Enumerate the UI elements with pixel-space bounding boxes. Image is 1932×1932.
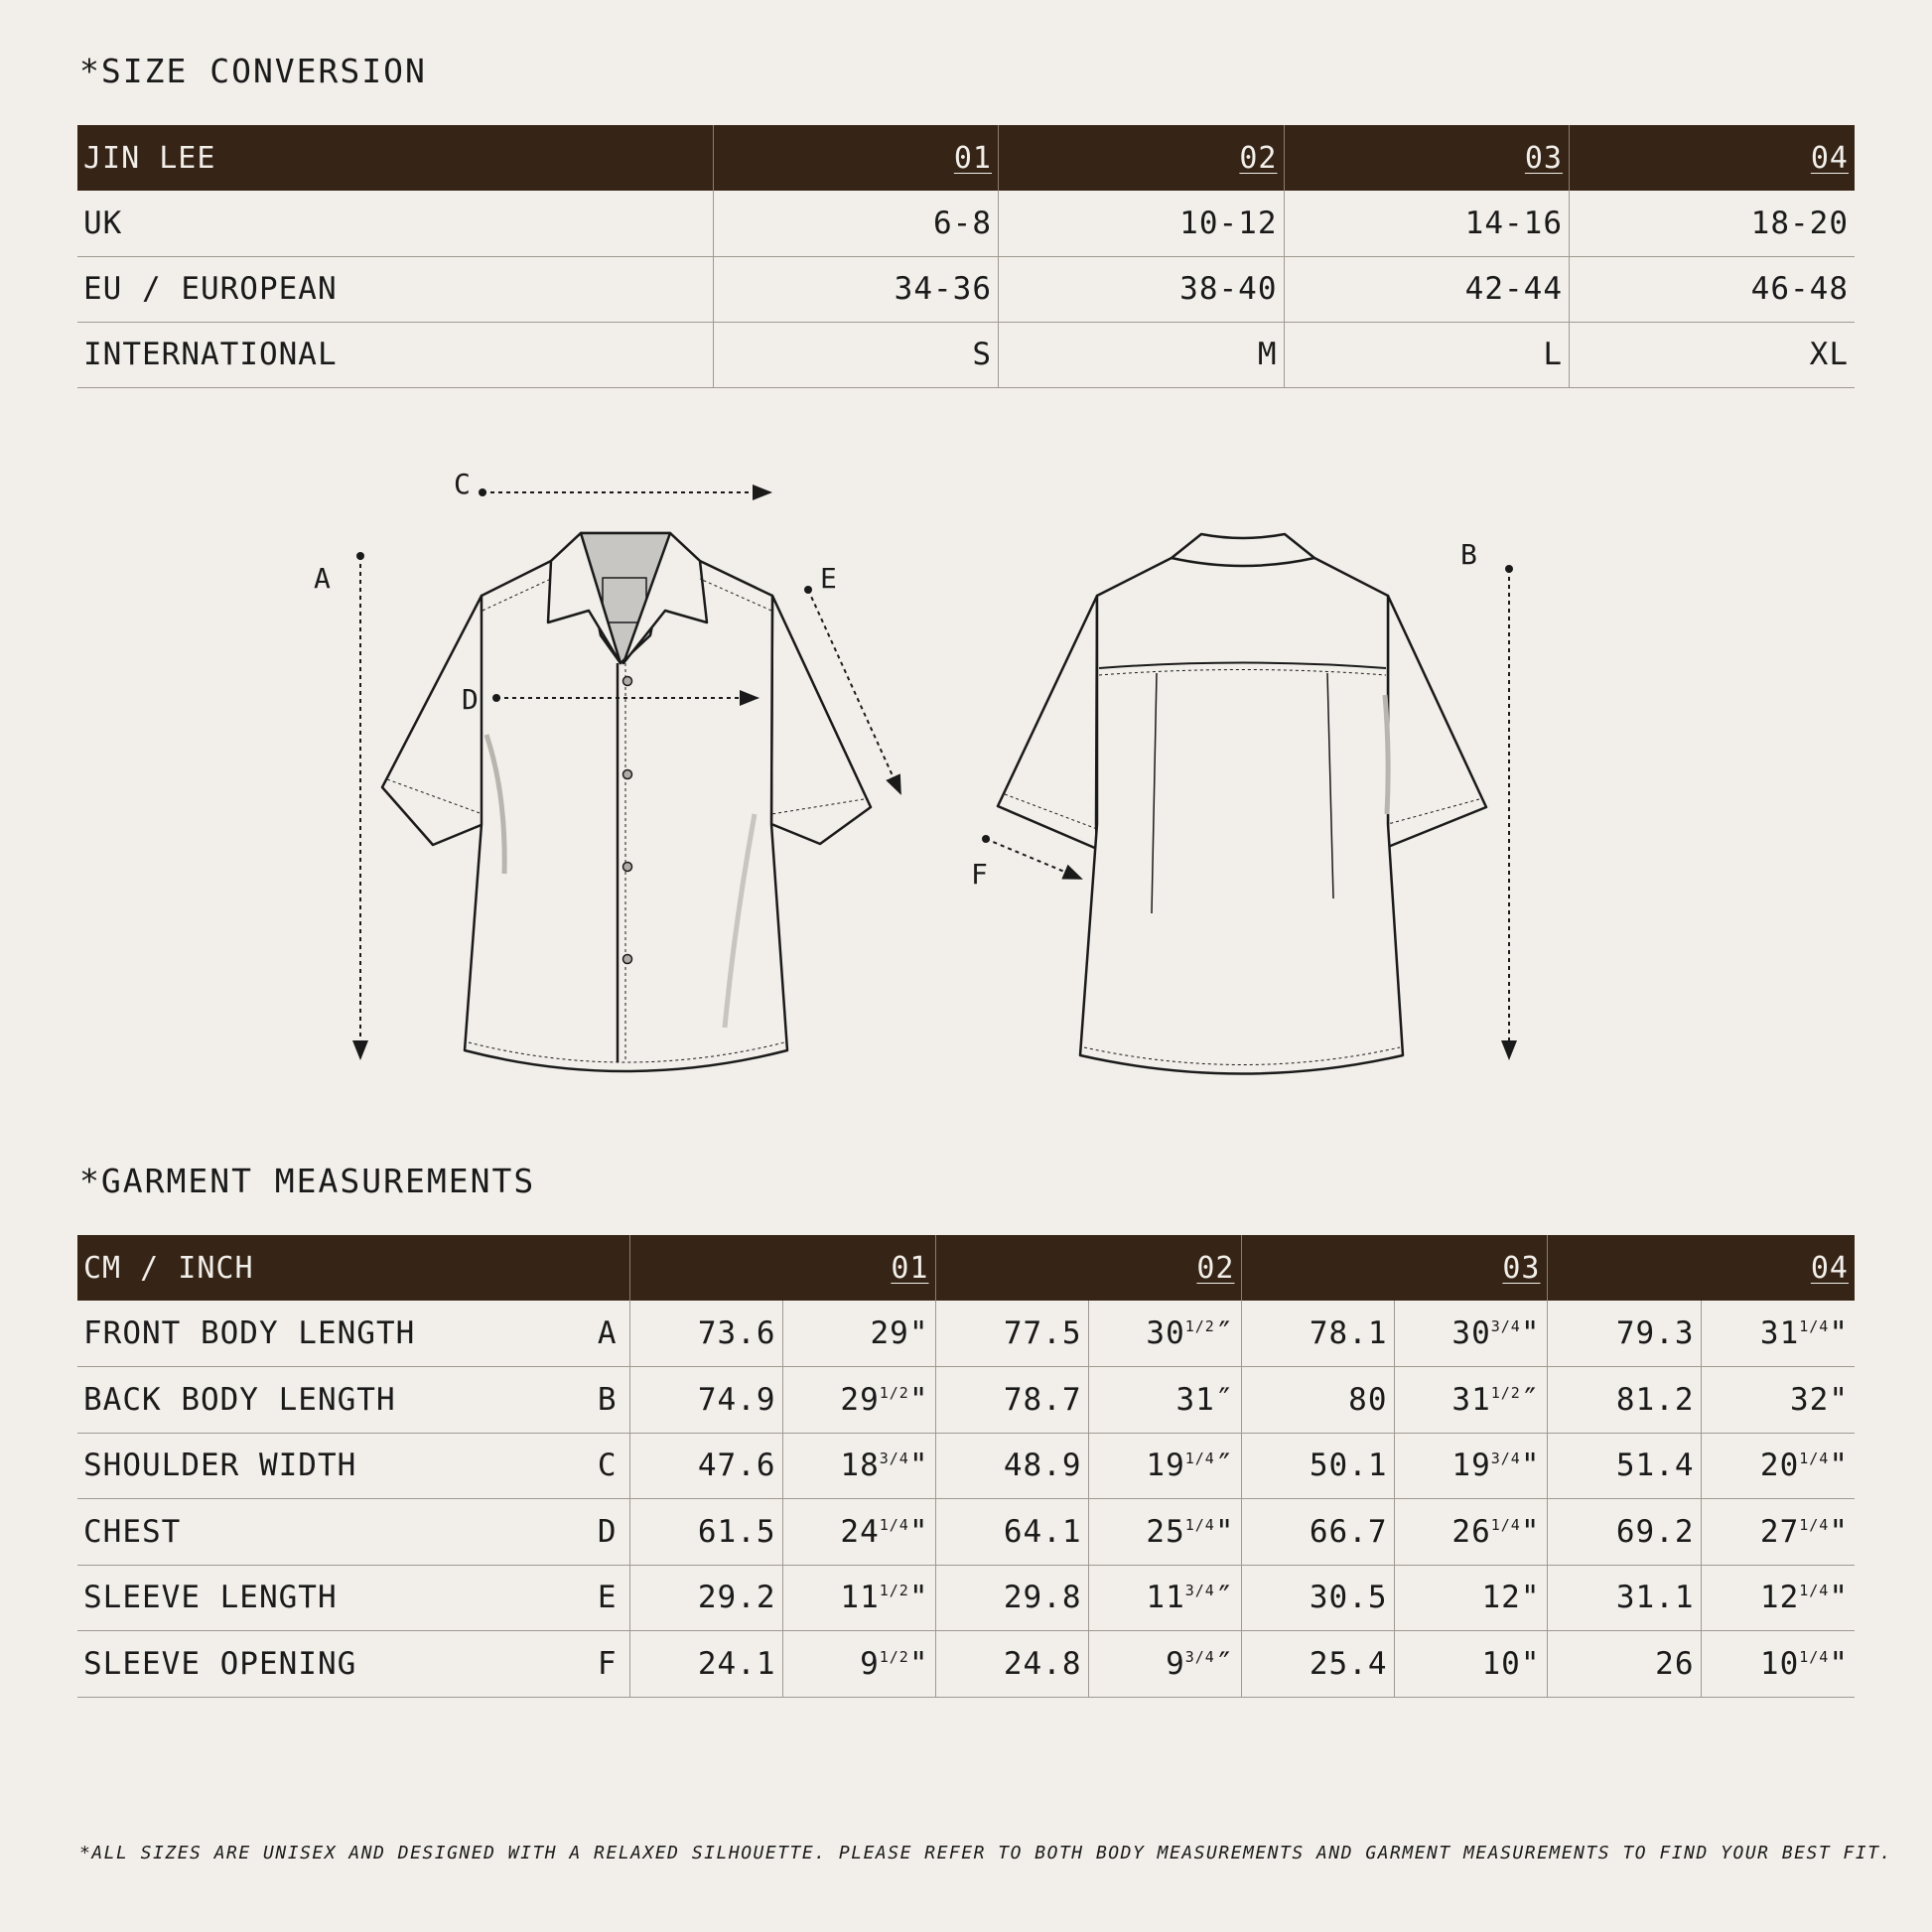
size-conversion-title: *SIZE CONVERSION bbox=[79, 52, 427, 90]
cm-value-cell: 74.9 bbox=[629, 1367, 782, 1434]
measurement-letter: B bbox=[552, 1367, 629, 1434]
inch-value-cell bbox=[782, 1631, 935, 1698]
table-row bbox=[77, 256, 1855, 322]
inch-value-cell bbox=[782, 1433, 935, 1499]
label-d: D bbox=[462, 683, 479, 716]
measurement-letter: F bbox=[552, 1631, 629, 1698]
size-header-02: 02 bbox=[999, 125, 1285, 191]
inch-fraction: 1/4 bbox=[879, 1515, 909, 1534]
label-f: F bbox=[971, 858, 988, 891]
inch-whole: 29 bbox=[840, 1381, 880, 1418]
measure-header-03: 03 bbox=[1241, 1235, 1547, 1301]
inch-whole: 18 bbox=[840, 1448, 880, 1484]
inch-whole: 11 bbox=[1146, 1580, 1185, 1616]
inch-value-cell bbox=[1394, 1565, 1547, 1631]
inch-unit: " bbox=[1214, 1513, 1235, 1550]
brand-header: JIN LEE bbox=[83, 140, 216, 176]
size-value-cell: 46-48 bbox=[1570, 256, 1856, 322]
inch-value-cell bbox=[1394, 1301, 1547, 1367]
size-header-03: 03 bbox=[1284, 125, 1570, 191]
size-value-cell: 34-36 bbox=[713, 256, 999, 322]
unit-header: CM / INCH bbox=[83, 1250, 254, 1286]
inch-fraction: 1/2 bbox=[1184, 1317, 1215, 1335]
inch-unit: " bbox=[908, 1513, 929, 1550]
measurement-letter: C bbox=[552, 1433, 629, 1499]
inch-whole: 31 bbox=[1175, 1381, 1215, 1418]
measure-line-f bbox=[986, 839, 1081, 879]
inch-whole: 29 bbox=[870, 1315, 909, 1351]
inch-value-cell bbox=[1394, 1367, 1547, 1434]
inch-fraction: 1/2 bbox=[1490, 1383, 1521, 1402]
inch-fraction: 1/4 bbox=[1799, 1582, 1830, 1600]
inch-whole: 19 bbox=[1146, 1448, 1185, 1484]
inch-unit: " bbox=[1829, 1315, 1849, 1351]
measurement-label: FRONT BODY LENGTH bbox=[77, 1301, 552, 1367]
cm-value-cell: 73.6 bbox=[629, 1301, 782, 1367]
cm-value-cell: 24.8 bbox=[935, 1631, 1088, 1698]
measurement-label: CHEST bbox=[77, 1499, 552, 1566]
measurement-letter: E bbox=[552, 1565, 629, 1631]
label-a: A bbox=[314, 562, 331, 595]
row-label: UK bbox=[77, 191, 713, 256]
inch-whole: 25 bbox=[1146, 1513, 1185, 1550]
inch-value-cell bbox=[782, 1499, 935, 1566]
inch-fraction: 1/4 bbox=[1799, 1449, 1830, 1468]
inch-whole: 26 bbox=[1451, 1513, 1491, 1550]
inch-whole: 19 bbox=[1451, 1448, 1491, 1484]
inch-unit: " bbox=[1520, 1645, 1541, 1682]
inch-value-cell bbox=[1394, 1499, 1547, 1566]
inch-unit: " bbox=[1829, 1580, 1849, 1616]
inch-value-cell bbox=[1394, 1631, 1547, 1698]
inch-fraction: 3/4 bbox=[879, 1449, 909, 1468]
inch-fraction: 1/4 bbox=[1799, 1317, 1830, 1335]
inch-fraction: 1/2 bbox=[879, 1647, 909, 1666]
garment-measurements-table bbox=[77, 1235, 1855, 1698]
label-b: B bbox=[1460, 538, 1477, 571]
inch-fraction: 1/4 bbox=[1184, 1449, 1215, 1468]
inch-unit: " bbox=[908, 1645, 929, 1682]
size-value-cell: M bbox=[999, 322, 1285, 387]
measure-header-04: 04 bbox=[1547, 1235, 1855, 1301]
measurement-label: SHOULDER WIDTH bbox=[77, 1433, 552, 1499]
cm-value-cell: 80 bbox=[1241, 1367, 1394, 1434]
cm-value-cell: 48.9 bbox=[935, 1433, 1088, 1499]
cm-value-cell: 24.1 bbox=[629, 1631, 782, 1698]
inch-fraction: 3/4 bbox=[1184, 1647, 1215, 1666]
inch-value-cell bbox=[1701, 1565, 1855, 1631]
row-label: INTERNATIONAL bbox=[77, 322, 713, 387]
measure-header-01: 01 bbox=[629, 1235, 935, 1301]
inch-value-cell bbox=[1701, 1631, 1855, 1698]
cm-value-cell: 66.7 bbox=[1241, 1499, 1394, 1566]
inch-value-cell bbox=[1088, 1565, 1241, 1631]
inch-unit: ″ bbox=[1214, 1580, 1235, 1616]
size-value-cell: XL bbox=[1570, 322, 1856, 387]
measurement-letter: A bbox=[552, 1301, 629, 1367]
cm-value-cell: 77.5 bbox=[935, 1301, 1088, 1367]
measure-header-02: 02 bbox=[935, 1235, 1241, 1301]
inch-whole: 31 bbox=[1759, 1315, 1800, 1351]
shirt-measurement-diagram bbox=[0, 437, 1932, 1112]
inch-whole: 24 bbox=[840, 1513, 880, 1550]
inch-unit: ″ bbox=[1214, 1381, 1235, 1418]
measurement-label: SLEEVE OPENING bbox=[77, 1631, 552, 1698]
inch-fraction: 3/4 bbox=[1490, 1317, 1521, 1335]
table-row bbox=[77, 1499, 1855, 1566]
inch-whole: 30 bbox=[1146, 1315, 1185, 1351]
inch-value-cell bbox=[1088, 1499, 1241, 1566]
footnote: *ALL SIZES ARE UNISEX AND DESIGNED WITH A RELAXED SILHOUETTE. PLEASE REFER TO BOTH BODY MEASUREMENTS AND GARMENT MEASUREMENTS TO FIND YOUR BEST FIT. bbox=[79, 1843, 1892, 1863]
inch-unit: " bbox=[908, 1580, 929, 1616]
inch-unit: " bbox=[1520, 1315, 1541, 1351]
table-row bbox=[77, 191, 1855, 256]
table-row bbox=[77, 1433, 1855, 1499]
cm-value-cell: 25.4 bbox=[1241, 1631, 1394, 1698]
inch-unit: ″ bbox=[1214, 1448, 1235, 1484]
table-row bbox=[77, 1301, 1855, 1367]
inch-value-cell bbox=[782, 1367, 935, 1434]
measurement-letter: D bbox=[552, 1499, 629, 1566]
size-header-04: 04 bbox=[1570, 125, 1856, 191]
size-value-cell: 38-40 bbox=[999, 256, 1285, 322]
inch-whole: 10 bbox=[1481, 1645, 1521, 1682]
measurement-label: SLEEVE LENGTH bbox=[77, 1565, 552, 1631]
shirt-front-view bbox=[382, 533, 871, 1071]
inch-whole: 27 bbox=[1759, 1513, 1800, 1550]
table-row bbox=[77, 1367, 1855, 1434]
inch-value-cell bbox=[1701, 1301, 1855, 1367]
cm-value-cell: 61.5 bbox=[629, 1499, 782, 1566]
inch-unit: ″ bbox=[1214, 1645, 1235, 1682]
cm-value-cell: 81.2 bbox=[1547, 1367, 1701, 1434]
label-c: C bbox=[454, 468, 471, 500]
inch-unit: " bbox=[1520, 1580, 1541, 1616]
cm-value-cell: 79.3 bbox=[1547, 1301, 1701, 1367]
inch-value-cell bbox=[1394, 1433, 1547, 1499]
inch-fraction: 1/4 bbox=[1799, 1647, 1830, 1666]
inch-unit: " bbox=[908, 1315, 929, 1351]
table-row bbox=[77, 322, 1855, 387]
inch-whole: 9 bbox=[1166, 1645, 1185, 1682]
cm-value-cell: 64.1 bbox=[935, 1499, 1088, 1566]
cm-value-cell: 47.6 bbox=[629, 1433, 782, 1499]
inch-fraction: 1/4 bbox=[1184, 1515, 1215, 1534]
cm-value-cell: 29.8 bbox=[935, 1565, 1088, 1631]
cm-value-cell: 30.5 bbox=[1241, 1565, 1394, 1631]
table-row bbox=[77, 1565, 1855, 1631]
measurement-label: BACK BODY LENGTH bbox=[77, 1367, 552, 1434]
inch-value-cell bbox=[1701, 1433, 1855, 1499]
cm-value-cell: 31.1 bbox=[1547, 1565, 1701, 1631]
size-value-cell: S bbox=[713, 322, 999, 387]
measurements-header bbox=[77, 1235, 1855, 1301]
inch-whole: 30 bbox=[1451, 1315, 1491, 1351]
inch-value-cell bbox=[782, 1565, 935, 1631]
inch-unit: " bbox=[1520, 1513, 1541, 1550]
cm-value-cell: 51.4 bbox=[1547, 1433, 1701, 1499]
cm-value-cell: 78.1 bbox=[1241, 1301, 1394, 1367]
inch-whole: 20 bbox=[1759, 1448, 1800, 1484]
cm-value-cell: 78.7 bbox=[935, 1367, 1088, 1434]
inch-fraction: 3/4 bbox=[1184, 1582, 1215, 1600]
inch-value-cell bbox=[1088, 1433, 1241, 1499]
garment-measurements-title: *GARMENT MEASUREMENTS bbox=[79, 1162, 536, 1200]
inch-unit: " bbox=[908, 1448, 929, 1484]
table-row bbox=[77, 1631, 1855, 1698]
size-conversion-header bbox=[77, 125, 1855, 191]
inch-fraction: 1/4 bbox=[1490, 1515, 1521, 1534]
cm-value-cell: 29.2 bbox=[629, 1565, 782, 1631]
inch-fraction: 1/2 bbox=[879, 1582, 909, 1600]
inch-unit: " bbox=[1829, 1513, 1849, 1550]
row-label: EU / EUROPEAN bbox=[77, 256, 713, 322]
inch-unit: ″ bbox=[1520, 1381, 1541, 1418]
size-value-cell: 14-16 bbox=[1284, 191, 1570, 256]
inch-fraction: 1/4 bbox=[1799, 1515, 1830, 1534]
inch-whole: 12 bbox=[1481, 1580, 1521, 1616]
size-value-cell: L bbox=[1284, 322, 1570, 387]
inch-unit: " bbox=[1829, 1448, 1849, 1484]
inch-value-cell bbox=[782, 1301, 935, 1367]
cm-value-cell: 69.2 bbox=[1547, 1499, 1701, 1566]
size-header-01: 01 bbox=[713, 125, 999, 191]
shirt-back-view bbox=[998, 534, 1486, 1074]
inch-unit: " bbox=[908, 1381, 929, 1418]
inch-fraction: 1/2 bbox=[879, 1383, 909, 1402]
inch-value-cell bbox=[1701, 1367, 1855, 1434]
inch-whole: 11 bbox=[840, 1580, 880, 1616]
inch-value-cell bbox=[1088, 1301, 1241, 1367]
label-e: E bbox=[820, 562, 837, 595]
inch-whole: 9 bbox=[860, 1645, 880, 1682]
inch-value-cell bbox=[1088, 1367, 1241, 1434]
size-value-cell: 18-20 bbox=[1570, 191, 1856, 256]
inch-whole: 31 bbox=[1451, 1381, 1491, 1418]
inch-value-cell bbox=[1701, 1499, 1855, 1566]
inch-value-cell bbox=[1088, 1631, 1241, 1698]
inch-unit: ″ bbox=[1214, 1315, 1235, 1351]
size-value-cell: 6-8 bbox=[713, 191, 999, 256]
size-value-cell: 10-12 bbox=[999, 191, 1285, 256]
size-value-cell: 42-44 bbox=[1284, 256, 1570, 322]
inch-fraction: 3/4 bbox=[1490, 1449, 1521, 1468]
inch-unit: " bbox=[1829, 1645, 1849, 1682]
cm-value-cell: 50.1 bbox=[1241, 1433, 1394, 1499]
inch-whole: 32 bbox=[1790, 1381, 1830, 1418]
inch-unit: " bbox=[1520, 1448, 1541, 1484]
inch-unit: " bbox=[1829, 1381, 1849, 1418]
size-conversion-table bbox=[77, 125, 1855, 388]
inch-whole: 10 bbox=[1759, 1645, 1800, 1682]
cm-value-cell: 26 bbox=[1547, 1631, 1701, 1698]
inch-whole: 12 bbox=[1759, 1580, 1800, 1616]
